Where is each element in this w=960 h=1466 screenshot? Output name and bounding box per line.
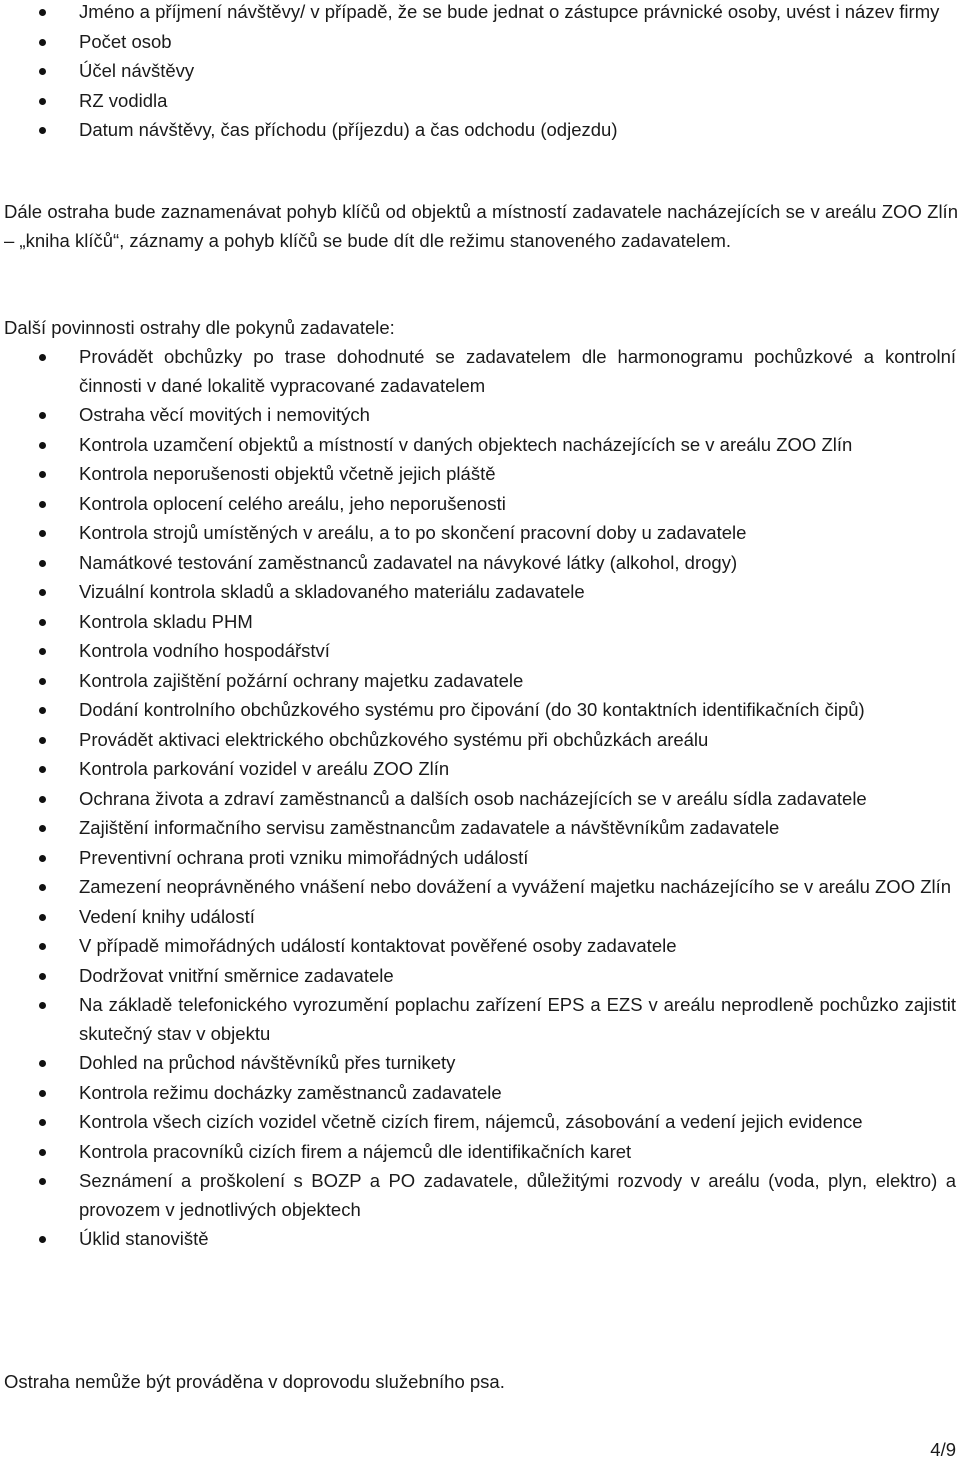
list-item: Dohled na průchod návštěvníků přes turnikety — [0, 1049, 958, 1078]
list-item: Úklid stanoviště — [0, 1225, 958, 1254]
list-item: Kontrola režimu docházky zaměstnanců zadavatele — [0, 1079, 958, 1108]
list-item: Kontrola všech cizích vozidel včetně cizích firem, nájemců, zásobování a vedení jejich evidence — [0, 1108, 958, 1137]
list-item: V případě mimořádných událostí kontaktovat pověřené osoby zadavatele — [0, 932, 958, 961]
list-item: Jméno a příjmení návštěvy/ v případě, že se bude jednat o zástupce právnické osoby, uvést i název firmy — [0, 0, 958, 27]
list-item: Seznámení a proškolení s BOZP a PO zadavatele, důležitými rozvody v areálu (voda, plyn, elektro) a provozem v jednotlivých objektech — [0, 1167, 958, 1224]
list-item: Kontrola uzamčení objektů a místností v daných objektech nacházejících se v areálu ZOO Zlín — [0, 431, 958, 460]
keys-paragraph: Dále ostraha bude zaznamenávat pohyb klíčů od objektů a místností zadavatele nacházejících se v areálu ZOO Zlín – „kniha klíčů“, záznamy a pohyb klíčů se bude dít dle režimu stanoveného zadavatelem. — [4, 201, 958, 251]
list-item: Datum návštěvy, čas příchodu (příjezdu) a čas odchodu (odjezdu) — [0, 116, 958, 145]
list-item: Vizuální kontrola skladů a skladovaného materiálu zadavatele — [0, 578, 958, 607]
list-item: Dodání kontrolního obchůzkového systému pro čipování (do 30 kontaktních identifikačních čipů) — [0, 696, 958, 725]
list-item: Kontrola vodního hospodářství — [0, 637, 958, 666]
list-item: Provádět aktivaci elektrického obchůzkového systému při obchůzkách areálu — [0, 726, 958, 755]
list-item: Ostraha věcí movitých i nemovitých — [0, 401, 958, 430]
list-item: Provádět obchůzky po trase dohodnuté se zadavatelem dle harmonogramu pochůzkové a kontrolní činnosti v dané lokalitě vypracované zadavatelem — [0, 343, 958, 400]
list-item: Kontrola neporušenosti objektů včetně jejich pláště — [0, 460, 958, 489]
list-item: Zajištění informačního servisu zaměstnancům zadavatele a návštěvníkům zadavatele — [0, 814, 958, 843]
list-item: Kontrola parkování vozidel v areálu ZOO Zlín — [0, 755, 958, 784]
list-item: Počet osob — [0, 28, 958, 57]
list-item: Kontrola skladu PHM — [0, 608, 958, 637]
list-item: Dodržovat vnitřní směrnice zadavatele — [0, 962, 958, 991]
list-item: Na základě telefonického vyrozumění poplachu zařízení EPS a EZS v areálu neprodleně pochůzko zajistit skutečný stav v objektu — [0, 991, 958, 1048]
list-item: Preventivní ochrana proti vzniku mimořádných událostí — [0, 844, 958, 873]
closing-sentence: Ostraha nemůže být prováděna v doprovodu služebního psa. — [4, 1371, 505, 1392]
list-item: Kontrola oplocení celého areálu, jeho neporušenosti — [0, 490, 958, 519]
page-number: 4/9 — [930, 1439, 956, 1460]
list-item: Kontrola zajištění požární ochrany majetku zadavatele — [0, 667, 958, 696]
visitor-fields-list — [0, 0, 958, 145]
list-item: Kontrola pracovníků cizích firem a nájemců dle identifikačních karet — [0, 1138, 958, 1167]
list-item: Ochrana života a zdraví zaměstnanců a dalších osob nacházejících se v areálu sídla zadavatele — [0, 785, 958, 814]
list-item: Namátkové testování zaměstnanců zadavatel na návykové látky (alkohol, drogy) — [0, 549, 958, 578]
list-item: Vedení knihy událostí — [0, 903, 958, 932]
list-item: Zamezení neoprávněného vnášení nebo dovážení a vyvážení majetku nacházejícího se v areálu ZOO Zlín — [0, 873, 958, 902]
list-item: RZ vodidla — [0, 87, 958, 116]
duties-list — [0, 343, 958, 1254]
list-item: Účel návštěvy — [0, 57, 958, 86]
duties-intro: Další povinnosti ostrahy dle pokynů zadavatele: — [4, 317, 395, 338]
list-item: Kontrola strojů umístěných v areálu, a to po skončení pracovní doby u zadavatele — [0, 519, 958, 548]
